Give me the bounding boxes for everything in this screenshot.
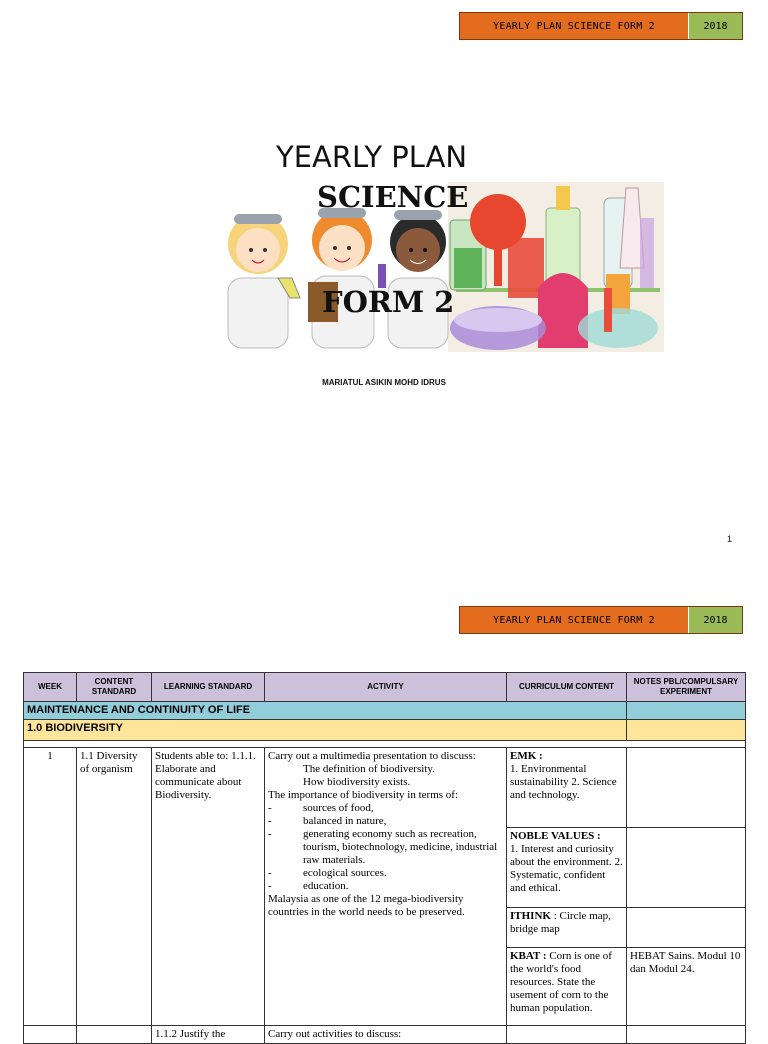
table-row (24, 1026, 746, 1044)
activity-sub1: The definition of biodiversity. (303, 763, 435, 775)
header-title: YEARLY PLAN SCIENCE FORM 2 (460, 607, 688, 633)
emk-label: EMK : (510, 750, 543, 762)
cover-form: FORM 2 (322, 285, 455, 319)
learning-standard-cell: 1.1.2 Justify the (152, 1026, 265, 1044)
kbat-label: KBAT : (510, 950, 547, 962)
kbat-text: Corn is one of the world's food resources. State the usement of corn to the human population. (510, 950, 612, 1014)
activity-cell: Carry out activities to discuss: (265, 1026, 507, 1044)
page-number: 1 (727, 534, 733, 544)
activity-item: - education. (268, 880, 349, 892)
content-standard-cell: 1.1 Diversity of organism (77, 748, 152, 1026)
cover-title: YEARLY PLAN (276, 140, 468, 174)
kbat-cell (507, 948, 627, 1026)
noble-values-cell (507, 828, 627, 908)
header-year: 2018 (688, 607, 742, 633)
activity-sub2: How biodiversity exists. (303, 776, 411, 788)
header-bar-page2 (459, 606, 743, 634)
topic-row (24, 720, 746, 741)
activity-importance: The importance of biodiversity in terms of: (268, 789, 459, 801)
col-header-activity: ACTIVITY (265, 673, 507, 702)
theme-row (24, 702, 746, 720)
activity-closing: Malaysia as one of the 12 mega-biodiversity countries in the world needs to be preserved. (268, 893, 465, 918)
ithink-label: ITHINK (510, 910, 551, 922)
noble-values-label: NOBLE VALUES : (510, 830, 601, 842)
table-header-row (24, 673, 746, 702)
col-header-curriculum-content: CURRICULUM CONTENT (507, 673, 627, 702)
notes-cell: HEBAT Sains. Modul 10 dan Modul 24. (627, 948, 746, 1026)
col-header-content-standard: CONTENT STANDARD (77, 673, 152, 702)
activity-item: - sources of food, (268, 802, 374, 814)
noble-values-text: 1. Interest and curiosity about the environment. 2. Systematic, confident and ethical. (510, 843, 623, 894)
emk-cell (507, 748, 627, 828)
theme-label: MAINTENANCE AND CONTINUITY OF LIFE (24, 702, 627, 720)
learning-standard-cell: Students able to: 1.1.1. Elaborate and communicate about Biodiversity. (152, 748, 265, 1026)
activity-item: - generating economy such as recreation, tourism, biotechnology, medicine, industrial raw materials. (268, 828, 498, 866)
topic-label: 1.0 BIODIVERSITY (24, 720, 627, 741)
emk-text: 1. Environmental sustainability 2. Science and technology. (510, 763, 617, 801)
col-header-learning-standard: LEARNING STANDARD (152, 673, 265, 702)
activity-cell (265, 748, 507, 1026)
ithink-text: : Circle map, bridge map (510, 910, 611, 935)
activity-intro: Carry out a multimedia presentation to discuss: (268, 750, 476, 762)
col-header-week: WEEK (24, 673, 77, 702)
header-bar (459, 12, 743, 40)
ithink-cell (507, 908, 627, 948)
activity-item: - ecological sources. (268, 867, 387, 879)
header-year: 2018 (688, 13, 742, 39)
activity-item: - balanced in nature, (268, 815, 387, 827)
yearly-plan-table (23, 672, 746, 1044)
week-cell: 1 (24, 748, 77, 1026)
col-header-notes: NOTES PBL/COMPULSARY EXPERIMENT (627, 673, 746, 702)
header-title: YEARLY PLAN SCIENCE FORM 2 (460, 13, 688, 39)
author-name: MARIATUL ASIKIN MOHD IDRUS (322, 378, 446, 387)
cover-subject: SCIENCE (317, 180, 469, 214)
table-row (24, 748, 746, 828)
